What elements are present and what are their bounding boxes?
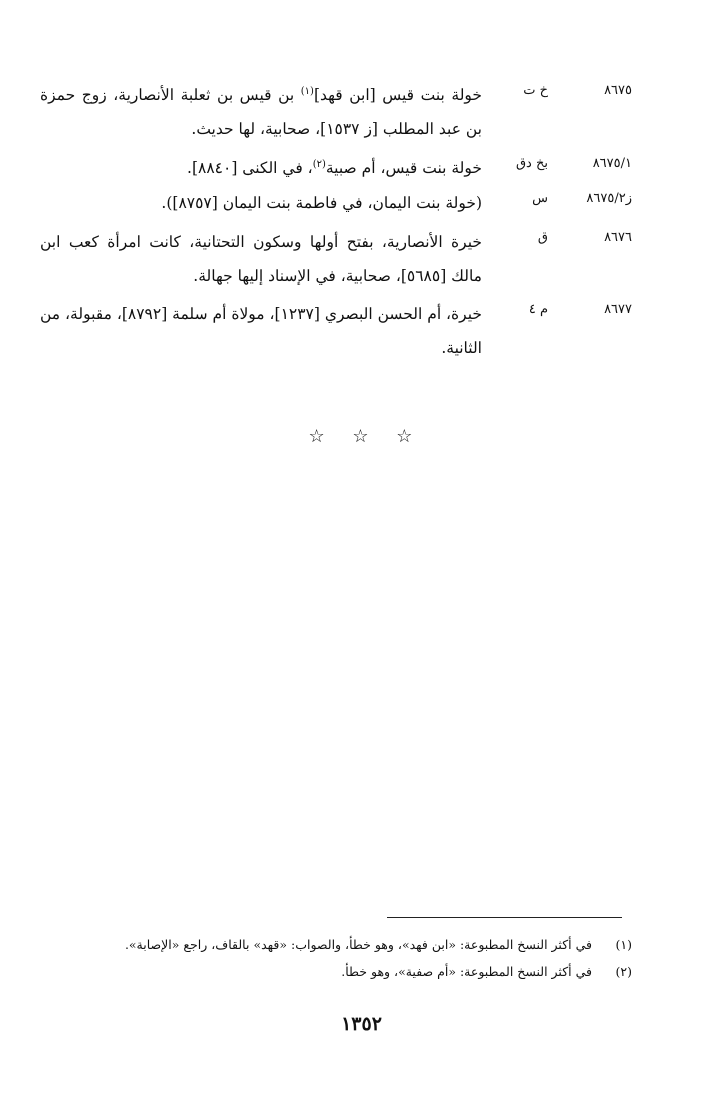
entry-number: ٨٦٧٥/١ (592, 156, 632, 171)
footnote (40, 937, 632, 952)
entry-code: س (532, 191, 548, 206)
entry-number: ٨٦٧٦ (604, 230, 632, 245)
star-icon: ☆ (352, 426, 371, 447)
entry-8676 (40, 225, 632, 293)
entry-number: ز٨٦٧٥/٢ (586, 191, 632, 206)
entry-8675-2 (40, 186, 632, 220)
entry-8677 (40, 297, 632, 365)
entry-text: خيرة الأنصارية، بفتح أولها وسكون التحتانية، كانت امرأة كعب ابن مالك [٥٦٨٥]، صحابية، في الإسناد إليها جهالة. (40, 233, 482, 285)
entry-8675-1 (40, 151, 632, 185)
footnote-text: في أكثر النسخ المطبوعة: «أم صفية»، وهو خطأ. (341, 964, 592, 979)
footnote-number: (٢) (615, 964, 632, 979)
entry-code: بخ دق (515, 156, 548, 171)
entry-text-part: بن قيس بن ثعلبة الأنصارية، زوج حمزة بن عبد المطلب [ز ١٥٣٧]، صحابية، لها حديث. (40, 86, 482, 138)
entry-text: (خولة بنت اليمان، في فاطمة بنت اليمان [٨٧٥٧]). (161, 194, 482, 212)
star-icon: ☆ (308, 426, 327, 447)
section-separator (0, 426, 723, 447)
footnote-number: (١) (615, 937, 632, 952)
entry-text: خيرة، أم الحسن البصري [١٢٣٧]، مولاة أم سلمة [٨٧٩٢]، مقبولة، من الثانية. (40, 305, 482, 357)
footnote-text: في أكثر النسخ المطبوعة: «ابن فهد»، وهو خطأ، والصواب: «قهد» بالقاف، راجع «الإصابة». (124, 937, 592, 952)
entry-text (40, 151, 482, 185)
entry-code: ق (537, 230, 548, 245)
entry-text-part: خولة بنت قيس، أم صبية (325, 159, 482, 177)
entry-text (40, 78, 482, 146)
entry-number: ٨٦٧٥ (604, 83, 632, 98)
entry-text-part: ، في الكنى [٨٨٤٠]. (187, 159, 313, 177)
entry-code: م ٤ (528, 302, 548, 317)
footnote-ref[interactable]: (٢) (312, 158, 326, 170)
entry-number: ٨٦٧٧ (604, 302, 632, 317)
page-number: ١٣٥٢ (341, 1013, 382, 1035)
entry-code: خ ت (523, 83, 548, 98)
footnote (40, 964, 632, 979)
entry-text-part: خولة بنت قيس [ابن قهد] (313, 86, 483, 104)
footnote-divider (387, 917, 622, 918)
star-icon: ☆ (396, 426, 415, 447)
footnote-ref[interactable]: (١) (300, 85, 314, 97)
entry-8675 (40, 78, 632, 146)
